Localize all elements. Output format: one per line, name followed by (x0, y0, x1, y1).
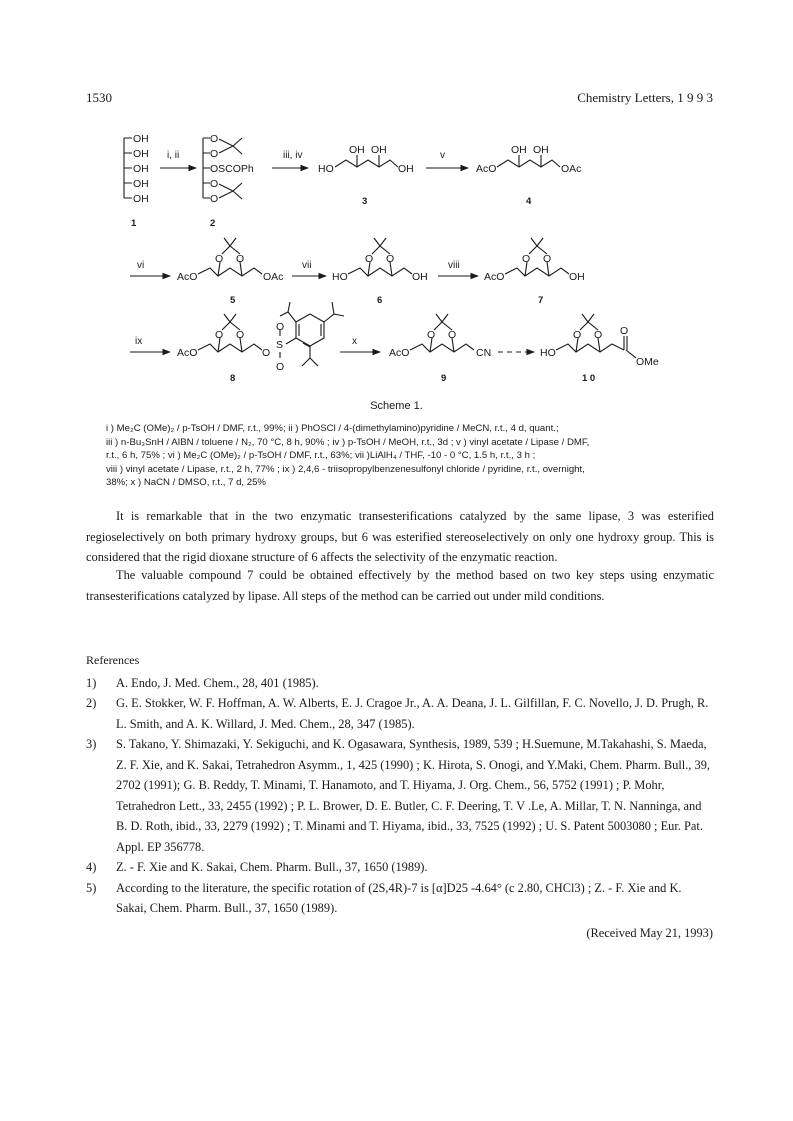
svg-text:OH: OH (511, 144, 527, 156)
reference-item (86, 878, 714, 919)
svg-text:OH: OH (569, 271, 585, 283)
svg-text:OAc: OAc (263, 271, 284, 283)
reagent-viii: viii (448, 260, 460, 271)
svg-text:AcO: AcO (476, 163, 497, 175)
svg-text:O: O (276, 361, 285, 373)
compound-6 (332, 238, 428, 306)
svg-text:OH: OH (349, 144, 365, 156)
reference-number: 5) (86, 880, 97, 895)
svg-text:O: O (620, 325, 629, 337)
condition-line: iii ) n-Bu₃SnH / AIBN / toluene / N₂, 70 °C, 8 h, 90% ; iv ) p-TsOH / MeOH, r.t., 3d ; v ) vinyl acetate / Lipase / DMF, (106, 436, 590, 448)
svg-text:OH: OH (533, 144, 549, 156)
svg-text:OH: OH (412, 271, 428, 283)
scheme-caption: Scheme 1. (370, 400, 423, 412)
svg-text:O: O (543, 253, 552, 265)
compound-number-6: 6 (377, 295, 383, 306)
compound-number-8: 8 (230, 373, 236, 384)
svg-text:OH: OH (133, 193, 149, 205)
compound-7 (484, 238, 585, 306)
compound-10 (540, 314, 659, 384)
oh-1: OH (133, 133, 149, 145)
compound-number-10: 1 0 (582, 373, 596, 384)
reference-text: S. Takano, Y. Shimazaki, Y. Sekiguchi, and K. Ogasawara, Synthesis, 1989, 539 ; H.Suemune, M.Takahashi, S. Maeda, Z. F. Xie, and K. Sakai, Tetrahedron Asymm., 1, 425 (1990) ; K. Hirota, S. Onogi, and Y.Maki, Chem. Pharm. Bull., 39, 2702 (1991); G. B. Reddy, T. Minami, T. Hanamoto, and T. Hiyama, J. Org. Chem., 56, 5752 (1991) ; P. Mohr, Tetrahedron Lett., 33, 2455 (1992) ; P. L. Brower, D. E. Butler, C. F. Deering, T. V .Le, A. Millar, T. N. Nanninga, and B. D. Roth, ibid., 33, 2279 (1992) ; T. Minami and T. Hiyama, ibid., 33, 7525 (1992) ; U. S. Patent 5003080 ; Eur. Pat. Appl. EP 356778. (116, 737, 710, 854)
reference-number: 3) (86, 737, 97, 751)
reagent-i-ii: i, ii (167, 150, 180, 161)
svg-text:HO: HO (540, 347, 556, 359)
reference-item (86, 673, 714, 694)
compound-8 (177, 302, 344, 384)
svg-text:O: O (236, 329, 245, 341)
svg-text:HO: HO (318, 163, 334, 175)
reference-item (86, 857, 714, 878)
svg-text:O: O (448, 329, 457, 341)
compound-number-5: 5 (230, 295, 236, 306)
received-date: (Received May 21, 1993) (586, 926, 713, 940)
reference-text: Z. - F. Xie and K. Sakai, Chem. Pharm. Bull., 37, 1650 (1989). (116, 860, 428, 874)
reference-number: 1) (86, 675, 97, 690)
svg-text:HO: HO (332, 271, 348, 283)
reaction-conditions (106, 422, 726, 490)
svg-text:O: O (522, 253, 531, 265)
svg-text:OSCOPh: OSCOPh (210, 163, 254, 175)
svg-text:OAc: OAc (561, 163, 582, 175)
compound-number-3: 3 (362, 196, 368, 207)
reference-text: A. Endo, J. Med. Chem., 28, 401 (1985). (116, 675, 319, 690)
condition-line: i ) Me₂C (OMe)₂ / p-TsOH / DMF, r.t., 99%; ii ) PhOSCl / 4-(dimethylamino)pyridine / MeCN, r.t., 4 d, quant.; (106, 423, 559, 434)
body-paragraph-1 (86, 506, 714, 568)
reagent-vi: vi (137, 260, 145, 271)
svg-text:O: O (365, 253, 374, 265)
reference-number: 2) (86, 696, 97, 710)
compound-4 (476, 144, 581, 207)
svg-text:O: O (427, 329, 436, 341)
compound-5 (177, 238, 283, 306)
page-number: 1530 (86, 90, 112, 105)
svg-text:O: O (215, 329, 224, 341)
svg-text:O: O (276, 321, 285, 333)
references-heading: References (86, 653, 140, 667)
svg-text:O: O (262, 347, 271, 359)
svg-text:OH: OH (371, 144, 387, 156)
compound-9 (389, 314, 491, 384)
svg-text:O: O (215, 253, 224, 265)
svg-text:OH: OH (133, 178, 149, 190)
condition-line: viii ) vinyl acetate / Lipase, r.t., 2 h, 77% ; ix ) 2,4,6 - triisopropylbenzenesulfonyl chloride / pyridine, r.t., overnight, (106, 463, 585, 475)
references-section (86, 650, 714, 919)
svg-text:AcO: AcO (177, 347, 198, 359)
compound-1 (124, 133, 149, 229)
reference-text: According to the literature, the specific rotation of (2S,4R)-7 is [α]D25 -4.64° (c 2.80, CHCl3) ; Z. - F. Xie and K. Sakai, Chem. Pharm. Bull., 37, 1650 (1989). (116, 880, 682, 915)
svg-text:O: O (236, 253, 245, 265)
condition-line: r.t., 6 h, 75% ; vi ) Me₂C (OMe)₂ / p-TsOH / DMF, r.t., 63%; vii )LiAlH₄ / THF, -10 - 0 °C, 1.5 h, r.t., 3 h ; (106, 450, 536, 462)
svg-text:CN: CN (476, 347, 492, 359)
paragraph-text: The valuable compound 7 could be obtained effectively by the method based on two key steps using enzymatic transesterifications catalyzed by lipase. All steps of the method can be carried out under mild conditions. (86, 568, 714, 603)
svg-text:O: O (573, 329, 582, 341)
svg-text:OH: OH (133, 163, 149, 175)
reference-item (86, 693, 714, 734)
svg-text:O: O (210, 193, 219, 205)
compound-number-2: 2 (210, 218, 216, 229)
paragraph-text: It is remarkable that in the two enzymatic transesterifications catalyzed by the same lipase, 3 was esterified regioselectively on both primary hydroxy groups, but 6 was esterified stereoselectively on only one hydroxy group. This is considered that the rigid dioxane structure of 6 affects the selectivity of the enzymatic reaction. (86, 509, 714, 564)
reference-item (86, 734, 714, 857)
compound-number-9: 9 (441, 373, 447, 384)
compound-3 (318, 144, 414, 207)
reaction-scheme (0, 0, 793, 400)
reference-number: 4) (86, 860, 97, 874)
svg-text:AcO: AcO (389, 347, 410, 359)
svg-text:OH: OH (133, 148, 149, 160)
body-paragraph-2 (86, 565, 714, 606)
svg-text:O: O (386, 253, 395, 265)
svg-text:O: O (210, 148, 219, 160)
compound-number-1: 1 (131, 218, 137, 229)
reagent-vii: vii (302, 260, 312, 271)
reference-text: G. E. Stokker, W. F. Hoffman, A. W. Alberts, E. J. Cragoe Jr., A. A. Deana, J. L. Gilfillan, F. C. Novello, J. D. Prugh, R. L. Smith, and A. K. Willard, J. Med. Chem., 28, 347 (1985). (116, 696, 709, 731)
svg-text:O: O (210, 133, 219, 145)
reagent-ix: ix (135, 336, 143, 347)
svg-text:AcO: AcO (177, 271, 198, 283)
svg-text:O: O (594, 329, 603, 341)
reagent-v: v (440, 150, 445, 161)
svg-text:S: S (276, 339, 284, 351)
svg-text:OMe: OMe (636, 356, 659, 368)
compound-number-7: 7 (538, 295, 544, 306)
svg-text:AcO: AcO (484, 271, 505, 283)
svg-text:O: O (210, 178, 219, 190)
condition-line: 38%; x ) NaCN / DMSO, r.t., 7 d, 25% (106, 477, 266, 489)
reagent-x: x (352, 336, 357, 347)
compound-2 (203, 133, 254, 229)
svg-text:OH: OH (398, 163, 414, 175)
journal-header: Chemistry Letters, 1 9 9 3 (577, 90, 713, 105)
reagent-iii-iv: iii, iv (283, 150, 303, 161)
compound-number-4: 4 (526, 196, 532, 207)
